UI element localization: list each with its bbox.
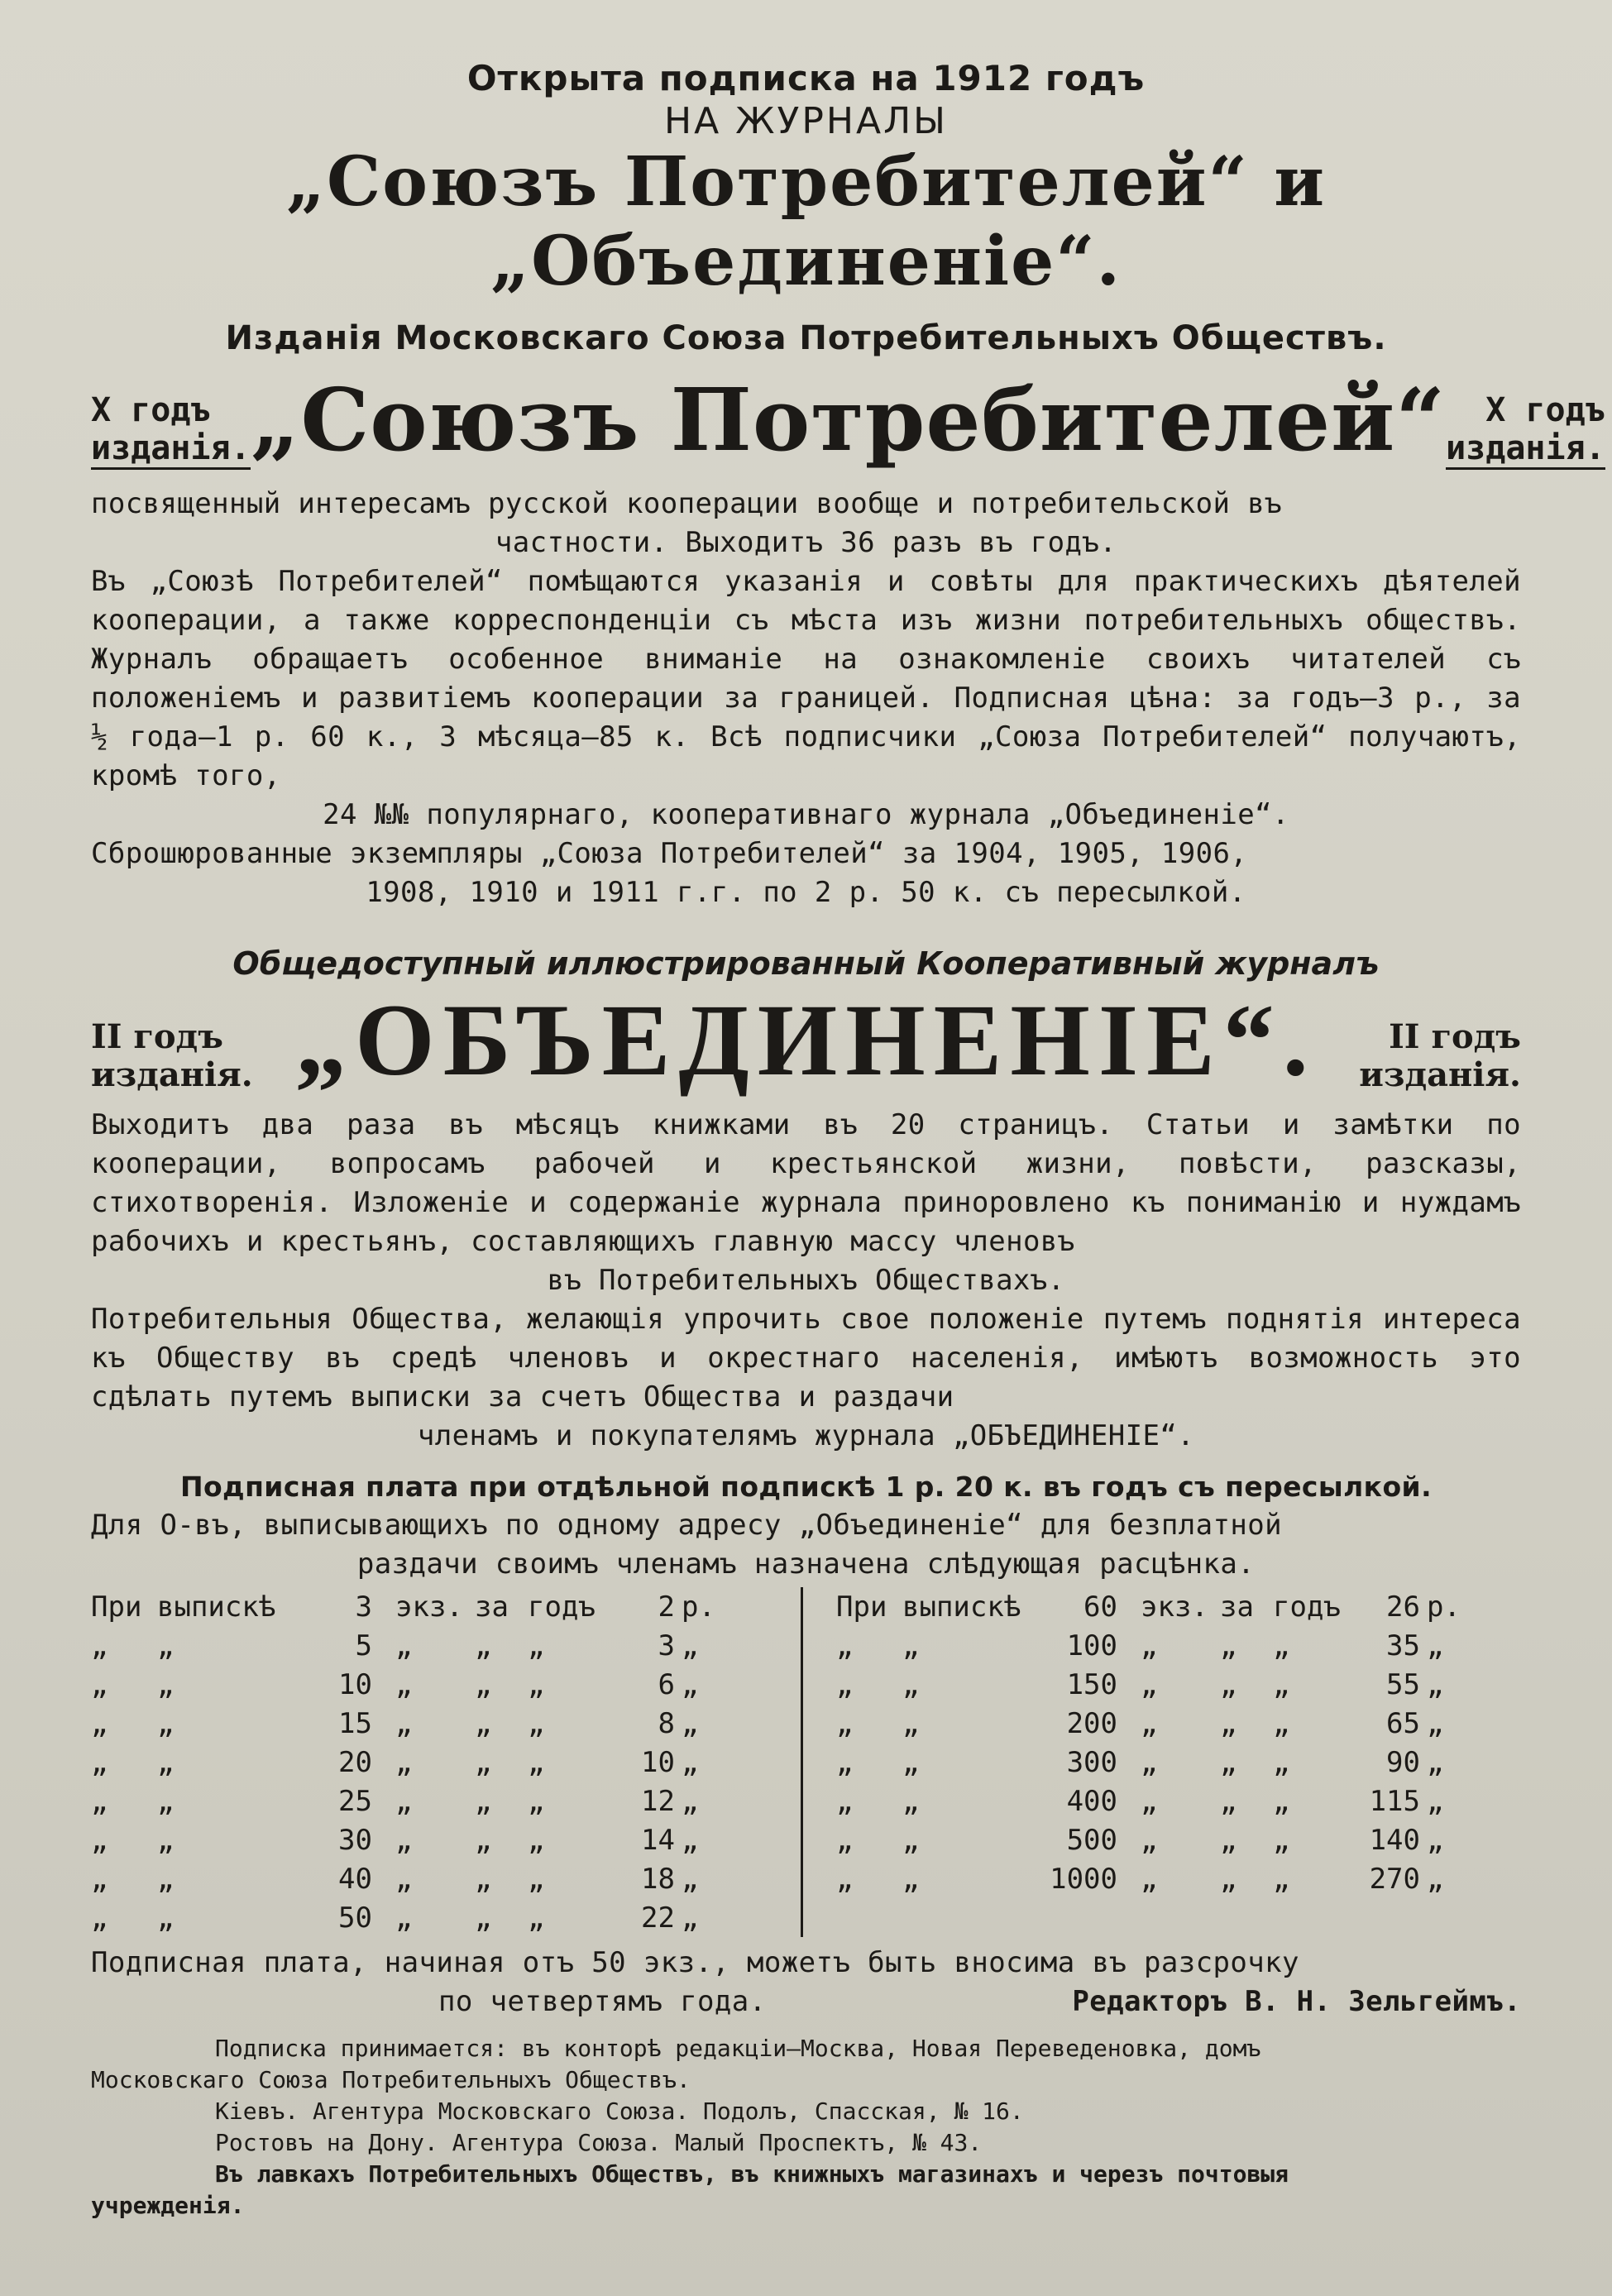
price-h-vypiske: выпискѣ	[157, 1590, 276, 1624]
journal2-banner	[91, 983, 1521, 1097]
price-value: 18	[641, 1862, 675, 1896]
price-row-left	[91, 1820, 776, 1859]
editor: Редакторъ В. Н. Зельгеймъ.	[1072, 1985, 1521, 2018]
price-h-za: за	[475, 1590, 509, 1624]
price-count: 500	[1066, 1823, 1117, 1857]
journal2-year-right	[1359, 1018, 1521, 1094]
price-ditto: „	[682, 1629, 699, 1662]
price-h-unit: экз.	[395, 1590, 463, 1624]
price-header-right	[836, 1587, 1521, 1626]
price-ditto: „	[157, 1745, 175, 1779]
price-ditto: „	[1427, 1706, 1444, 1740]
price-rows-right	[836, 1626, 1521, 1898]
price-ditto: „	[475, 1784, 492, 1818]
price-ditto: „	[836, 1667, 854, 1701]
price-ditto: „	[91, 1745, 108, 1779]
price-h-count-r: 60	[1083, 1590, 1117, 1624]
price-h-price: 2	[658, 1590, 675, 1624]
price-value: 55	[1386, 1667, 1420, 1701]
price-ditto: „	[1273, 1629, 1290, 1662]
price-value: 14	[641, 1823, 675, 1857]
journal1-p1b: частности. Выходитъ 36 разъ въ годъ.	[495, 526, 1117, 559]
price-table-left	[91, 1587, 803, 1937]
price-ditto: „	[1220, 1823, 1237, 1857]
price-rows-left	[91, 1626, 776, 1937]
price-count: 50	[338, 1901, 372, 1935]
price-value: 6	[658, 1667, 675, 1701]
price-h-pri-r: При	[836, 1590, 887, 1624]
footer-f4b: учрежденія.	[91, 2192, 245, 2219]
journal1-year-right-1: X годъ	[1485, 391, 1605, 429]
price-row-right	[836, 1626, 1521, 1665]
price-ditto: „	[1220, 1862, 1237, 1896]
price-value: 140	[1369, 1823, 1420, 1857]
price-value: 10	[641, 1745, 675, 1779]
price-ditto: „	[682, 1706, 699, 1740]
price-ditto: „	[528, 1901, 545, 1935]
journal1-p1a: посвященный интересамъ русской кооперации вообще и потребительской въ	[91, 487, 1283, 520]
journal2-year-left-1: II годъ	[91, 1017, 223, 1056]
price-h-rub: р.	[682, 1590, 715, 1624]
journal2-year-right-2: изданія.	[1359, 1055, 1521, 1094]
price-ditto: „	[528, 1629, 545, 1662]
price-ditto: „	[157, 1862, 175, 1896]
price-ditto: „	[902, 1745, 920, 1779]
price-row-left	[91, 1704, 776, 1743]
price-table-right	[803, 1587, 1521, 1937]
price-count: 150	[1066, 1667, 1117, 1701]
price-ditto: „	[1141, 1745, 1158, 1779]
price-row-right	[836, 1743, 1521, 1782]
price-ditto: „	[395, 1629, 413, 1662]
price-row-left	[91, 1898, 776, 1937]
price-ditto: „	[395, 1784, 413, 1818]
price-ditto: „	[475, 1745, 492, 1779]
price-ditto: „	[157, 1629, 175, 1662]
price-ditto: „	[528, 1706, 545, 1740]
journals-heading: НА ЖУРНАЛЫ	[663, 100, 948, 142]
price-ditto: „	[836, 1706, 854, 1740]
price-count: 40	[338, 1862, 372, 1896]
closing-p1: Подписная плата, начиная отъ 50 экз., можетъ быть вносима въ разсрочку	[91, 1946, 1299, 1979]
price-ditto: „	[1141, 1784, 1158, 1818]
price-row-left	[91, 1665, 776, 1704]
price-ditto: „	[395, 1745, 413, 1779]
journal1-year-left	[91, 391, 251, 470]
subscription-heading: Открыта подписка на 1912 годъ	[466, 58, 1146, 98]
price-ditto: „	[395, 1823, 413, 1857]
journal1-title: „Союзъ Потребителей“	[250, 369, 1447, 471]
price-value: 12	[641, 1784, 675, 1818]
price-ditto: „	[902, 1706, 920, 1740]
price-ditto: „	[528, 1862, 545, 1896]
price-ditto: „	[157, 1706, 175, 1740]
price-ditto: „	[902, 1667, 920, 1701]
closing-line2	[91, 1983, 1521, 2021]
price-count: 200	[1066, 1706, 1117, 1740]
price-table	[91, 1587, 1521, 1937]
price-count: 15	[338, 1706, 372, 1740]
footer-f3: Ростовъ на Дону. Агентура Союза. Малый Проспектъ, № 43.	[215, 2129, 983, 2156]
journal2-p3: Для О-въ, выписывающихъ по одному адресу „Объединеніе“ для безплатной	[91, 1509, 1283, 1542]
price-ditto: „	[836, 1823, 854, 1857]
price-ditto: „	[1141, 1629, 1158, 1662]
price-ditto: „	[475, 1862, 492, 1896]
price-ditto: „	[902, 1862, 920, 1896]
price-value: 90	[1386, 1745, 1420, 1779]
price-ditto: „	[902, 1823, 920, 1857]
journal2-title: „ОБЪЕДИНЕНІЕ“.	[295, 983, 1317, 1097]
price-value: 65	[1386, 1706, 1420, 1740]
price-value: 3	[658, 1629, 675, 1662]
price-ditto: „	[682, 1862, 699, 1896]
price-ditto: „	[1220, 1784, 1237, 1818]
price-ditto: „	[395, 1667, 413, 1701]
price-count: 5	[355, 1629, 372, 1662]
price-ditto: „	[528, 1745, 545, 1779]
price-ditto: „	[91, 1823, 108, 1857]
price-count: 1000	[1050, 1862, 1117, 1896]
journal2-p3c: раздачи своимъ членамъ назначена слѣдующая расцѣнка.	[356, 1547, 1256, 1581]
price-ditto: „	[836, 1745, 854, 1779]
footer-f4a: Въ лавкахъ Потребительныхъ Обществъ, въ книжныхъ магазинахъ и черезъ почтовыя	[215, 2160, 1289, 2188]
price-row-right	[836, 1859, 1521, 1898]
journal2-description	[91, 1106, 1521, 1584]
price-ditto: „	[1220, 1667, 1237, 1701]
price-ditto: „	[395, 1862, 413, 1896]
journal2-year-left	[91, 1018, 253, 1094]
price-ditto: „	[91, 1784, 108, 1818]
price-h-vypiske-r: выпискѣ	[902, 1590, 1021, 1624]
price-count: 10	[338, 1667, 372, 1701]
footer-f1b: Московскаго Союза Потребительныхъ Обществъ.	[91, 2066, 691, 2093]
price-h-god: годъ	[528, 1590, 596, 1624]
publisher-line: Изданія Московскаго Союза Потребительныхъ Обществъ.	[225, 319, 1387, 357]
price-ditto: „	[1273, 1784, 1290, 1818]
price-ditto: „	[682, 1823, 699, 1857]
price-header-left	[91, 1587, 776, 1626]
journal2-price-line: Подписная плата при отдѣльной подпискѣ 1 р. 20 к. въ годъ съ пересылкой.	[179, 1471, 1433, 1503]
closing-p1b: по четвертямъ года.	[438, 1985, 767, 2018]
journal1-p2c: 24 №№ популярнаго, кооперативнаго журнала „Объединеніе“.	[323, 798, 1289, 831]
price-ditto: „	[475, 1667, 492, 1701]
journal2-year-right-1: II годъ	[1389, 1017, 1521, 1056]
price-h-pri: При	[91, 1590, 142, 1624]
price-count: 20	[338, 1745, 372, 1779]
price-ditto: „	[1273, 1823, 1290, 1857]
price-ditto: „	[475, 1901, 492, 1935]
price-row-left	[91, 1782, 776, 1820]
journal1-banner	[91, 369, 1605, 471]
price-ditto: „	[1141, 1823, 1158, 1857]
price-h-price-r: 26	[1386, 1590, 1420, 1624]
price-ditto: „	[1427, 1745, 1444, 1779]
price-count: 300	[1066, 1745, 1117, 1779]
journal1-year-left-2: изданія.	[91, 429, 251, 470]
price-ditto: „	[682, 1901, 699, 1935]
price-ditto: „	[1141, 1667, 1158, 1701]
price-ditto: „	[1273, 1745, 1290, 1779]
journal2-p2c: членамъ и покупателямъ журнала „ОБЪЕДИНЕНІЕ“.	[417, 1419, 1195, 1452]
price-h-god-r: годъ	[1273, 1590, 1341, 1624]
price-ditto: „	[1273, 1667, 1290, 1701]
price-row-right	[836, 1665, 1521, 1704]
price-ditto: „	[682, 1667, 699, 1701]
journal2-subtitle: Общедоступный иллюстрированный Кооперативный журналъ	[232, 945, 1380, 982]
journals-titles: „Союзъ Потребителей“ и „Объединеніе“.	[285, 142, 1327, 301]
price-ditto: „	[91, 1667, 108, 1701]
price-ditto: „	[1141, 1862, 1158, 1896]
price-ditto: „	[682, 1745, 699, 1779]
journal1-p3a: Сброшюрованные экземпляры „Союза Потребителей“ за 1904, 1905, 1906,	[91, 837, 1248, 870]
journal2-p2: Потребительныя Общества, желающія упрочить свое положеніе путемъ поднятія интереса къ Обществу въ средѣ членовъ и окрестнаго населенія, имѣютъ возможность это сдѣлать путемъ выписки за счетъ Общества и раздачи	[91, 1303, 1521, 1413]
price-value: 270	[1369, 1862, 1420, 1896]
price-ditto: „	[395, 1901, 413, 1935]
footer-f1a: Подписка принимается: въ конторѣ редакціи—Москва, Новая Переведеновка, домъ	[215, 2035, 1261, 2062]
price-ditto: „	[91, 1862, 108, 1896]
price-ditto: „	[157, 1784, 175, 1818]
price-ditto: „	[157, 1667, 175, 1701]
price-ditto: „	[157, 1823, 175, 1857]
price-ditto: „	[528, 1784, 545, 1818]
journal1-p2: Въ „Союзѣ Потребителей“ помѣщаются указанія и совѣты для практическихъ дѣятелей кооперации, а также корреспонденціи съ мѣста изъ жизни потребительныхъ обществъ. Журналъ обращаетъ особенное вниманіе на ознакомленіе своихъ читателей съ положеніемъ и развитіемъ кооперации за границей. Подписная цѣна: за годъ—3 р., за ½ года—1 р. 60 к., 3 мѣсяца—85 к. Всѣ подписчики „Союза Потребителей“ получаютъ, кромѣ того,	[91, 565, 1521, 792]
price-row-right	[836, 1704, 1521, 1743]
footer-f2: Кіевъ. Агентура Московскаго Союза. Подолъ, Спасская, № 16.	[215, 2097, 1024, 2125]
price-ditto: „	[395, 1706, 413, 1740]
price-ditto: „	[1220, 1629, 1237, 1662]
journal2-p1: Выходитъ два раза въ мѣсяцъ книжками въ 20 страницъ. Статьи и замѣтки по кооперации, вопросамъ рабочей и крестьянской жизни, повѣсти, разсказы, стихотворенія. Изложеніе и содержаніе журнала приноровлено къ пониманію и нуждамъ рабочихъ и крестьянъ, составляющихъ главную массу членовъ	[91, 1108, 1521, 1258]
price-count: 100	[1066, 1629, 1117, 1662]
price-ditto: „	[1220, 1745, 1237, 1779]
journal1-year-left-1: X годъ	[91, 391, 211, 429]
price-count: 400	[1066, 1784, 1117, 1818]
journal2-p1c: въ Потребительныхъ Обществахъ.	[547, 1264, 1065, 1297]
price-value: 35	[1386, 1629, 1420, 1662]
price-ditto: „	[475, 1629, 492, 1662]
journal1-p3b: 1908, 1910 и 1911 г.г. по 2 р. 50 к. съ пересылкой.	[366, 876, 1246, 909]
price-value: 8	[658, 1706, 675, 1740]
price-ditto: „	[1141, 1706, 1158, 1740]
price-row-right	[836, 1820, 1521, 1859]
journal1-year-right-2: изданія.	[1446, 429, 1605, 470]
price-h-unit-r: экз.	[1141, 1590, 1208, 1624]
price-value: 115	[1369, 1784, 1420, 1818]
price-row-right	[836, 1782, 1521, 1820]
journal1-year-right	[1446, 391, 1605, 470]
price-count: 25	[338, 1784, 372, 1818]
price-ditto: „	[1220, 1706, 1237, 1740]
price-ditto: „	[157, 1901, 175, 1935]
price-ditto: „	[91, 1901, 108, 1935]
journal2-year-left-2: изданія.	[91, 1055, 253, 1094]
footer	[91, 2033, 1521, 2222]
price-ditto: „	[528, 1667, 545, 1701]
price-row-left	[91, 1743, 776, 1782]
price-h-count: 3	[355, 1590, 372, 1624]
price-ditto: „	[91, 1629, 108, 1662]
price-ditto: „	[1427, 1862, 1444, 1896]
price-row-left	[91, 1626, 776, 1665]
price-ditto: „	[836, 1629, 854, 1662]
price-ditto: „	[836, 1784, 854, 1818]
price-ditto: „	[902, 1629, 920, 1662]
price-row-left	[91, 1859, 776, 1898]
price-ditto: „	[475, 1823, 492, 1857]
price-ditto: „	[1427, 1823, 1444, 1857]
price-ditto: „	[1427, 1784, 1444, 1818]
price-ditto: „	[682, 1784, 699, 1818]
price-ditto: „	[1427, 1667, 1444, 1701]
closing	[91, 1944, 1521, 2021]
journal1-description	[91, 485, 1521, 912]
price-h-za-r: за	[1220, 1590, 1254, 1624]
price-ditto: „	[475, 1706, 492, 1740]
price-ditto: „	[1427, 1629, 1444, 1662]
price-ditto: „	[902, 1784, 920, 1818]
price-ditto: „	[1273, 1862, 1290, 1896]
price-count: 30	[338, 1823, 372, 1857]
price-ditto: „	[528, 1823, 545, 1857]
price-h-rub-r: р.	[1427, 1590, 1461, 1624]
price-ditto: „	[836, 1862, 854, 1896]
price-ditto: „	[91, 1706, 108, 1740]
price-value: 22	[641, 1901, 675, 1935]
price-ditto: „	[1273, 1706, 1290, 1740]
